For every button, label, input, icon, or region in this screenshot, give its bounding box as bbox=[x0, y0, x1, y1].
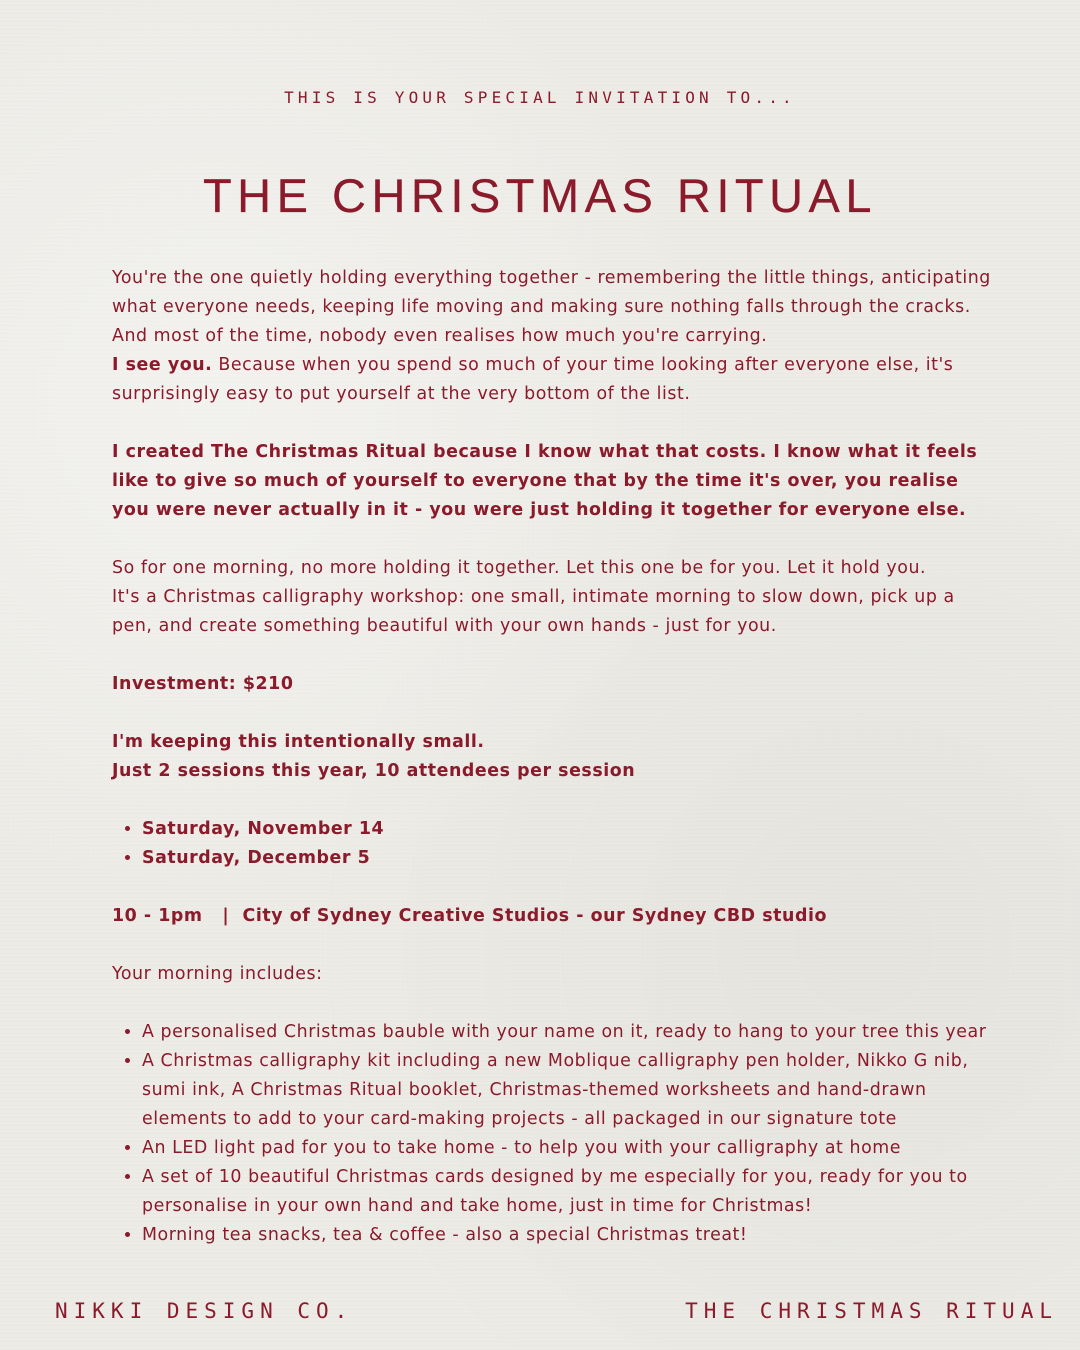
includes-item: • A Christmas calligraphy kit including a new Moblique calligraphy pen holder, Nikko G nib, sumi ink, A Christmas Ritual booklet, Christmas-themed worksheets and hand-drawn elements to add to your card-making projects - all packaged in our signature tote bbox=[142, 1047, 992, 1134]
body-copy bbox=[112, 264, 992, 1250]
spacer bbox=[112, 641, 992, 670]
invitation-line-2: It's a Christmas calligraphy workshop: one small, intimate morning to slow down, pick up a pen, and create something beautiful with your own hands - just for you. bbox=[112, 587, 955, 636]
intro-continuation-text: Because when you spend so much of your time looking after everyone else, it's surprisingly easy to put yourself at the very bottom of the list. bbox=[112, 355, 954, 404]
invitation-line-1: So for one morning, no more holding it together. Let this one be for you. Let it hold you. bbox=[112, 558, 927, 578]
spacer bbox=[112, 525, 992, 554]
includes-heading: Your morning includes: bbox=[112, 964, 323, 984]
includes-item: • Morning tea snacks, tea & coffee - also a special Christmas treat! bbox=[142, 1221, 992, 1250]
session-dates-list bbox=[112, 815, 992, 873]
capacity-line-1: I'm keeping this intentionally small. bbox=[112, 732, 485, 752]
page-title: THE CHRISTMAS RITUAL bbox=[202, 169, 878, 222]
includes-item: • A set of 10 beautiful Christmas cards designed by me especially for you, ready for you to personalise in your own hand and take home, just in time for Christmas! bbox=[142, 1163, 992, 1221]
brand-name: NIKKI DESIGN CO. bbox=[55, 1299, 354, 1323]
time-location-text: 10 - 1pm | City of Sydney Creative Studios - our Sydney CBD studio bbox=[112, 906, 827, 926]
intro-text: You're the one quietly holding everything together - remembering the little things, anticipating what everyone needs, keeping life moving and making sure nothing falls through the cracks. And most of the time, nobody even realises how much you're carrying. bbox=[112, 268, 991, 346]
footer-event-name: THE CHRISTMAS RITUAL bbox=[685, 1299, 1058, 1323]
i-see-you-text: I see you. bbox=[112, 355, 213, 375]
spacer bbox=[112, 409, 992, 438]
session-date-item: • Saturday, December 5 bbox=[142, 844, 992, 873]
spacer bbox=[112, 931, 992, 960]
capacity-paragraph bbox=[112, 728, 992, 786]
spacer bbox=[112, 699, 992, 728]
intro-paragraph bbox=[112, 264, 992, 409]
capacity-line-2: Just 2 sessions this year, 10 attendees per session bbox=[112, 761, 636, 781]
eyebrow-text: THIS IS YOUR SPECIAL INVITATION TO... bbox=[284, 88, 796, 107]
includes-item: • An LED light pad for you to take home - to help you with your calligraphy at home bbox=[142, 1134, 992, 1163]
spacer bbox=[112, 786, 992, 815]
reason-paragraph: I created The Christmas Ritual because I know what that costs. I know what it feels like to give so much of yourself to everyone that by the time it's over, you realise you were never actually in it - you were just holding it together for everyone else. bbox=[112, 442, 978, 520]
invitation-paragraph bbox=[112, 554, 992, 641]
investment-price: Investment: $210 bbox=[112, 674, 294, 694]
includes-list bbox=[112, 1018, 992, 1250]
spacer bbox=[112, 989, 992, 1018]
includes-item: • A personalised Christmas bauble with your name on it, ready to hang to your tree this year bbox=[142, 1018, 992, 1047]
session-date-item: • Saturday, November 14 bbox=[142, 815, 992, 844]
spacer bbox=[112, 873, 992, 902]
